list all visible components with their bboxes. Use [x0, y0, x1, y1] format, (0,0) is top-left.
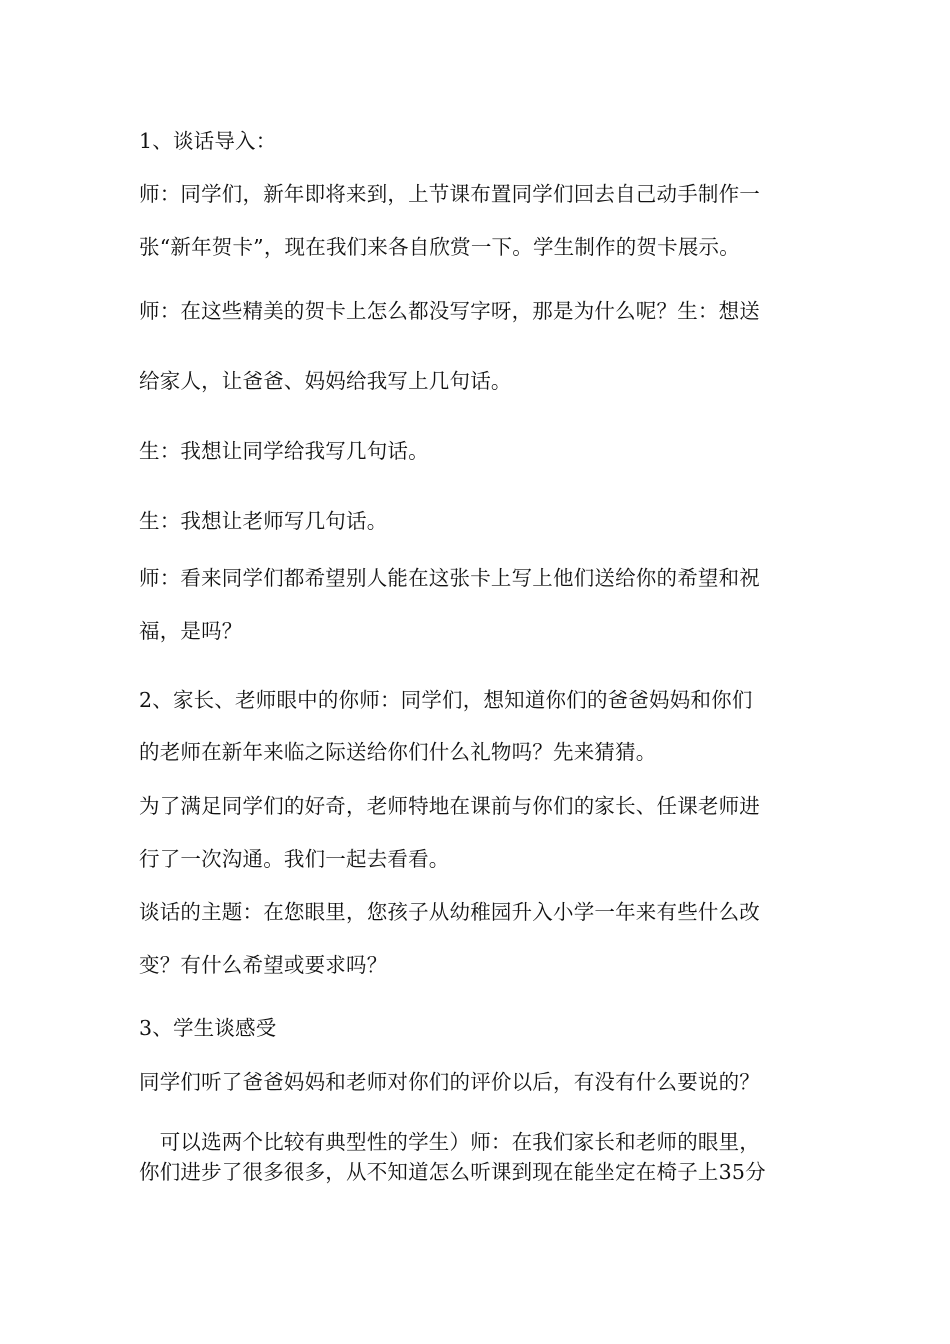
paragraph-line: 变？有什么希望或要求吗？ — [139, 953, 388, 977]
paragraph-line: 你们进步了很多很多，从不知道怎么听课到现在能坐定在椅子上35分 — [139, 1160, 766, 1184]
paragraph-line: 给家人，让爸爸、妈妈给我写上几句话。 — [139, 369, 512, 393]
paragraph-line: 行了一次沟通。我们一起去看看。 — [139, 847, 450, 871]
paragraph-line: 可以选两个比较有典型性的学生）师：在我们家长和老师的眼里， — [139, 1130, 760, 1154]
paragraph-line: 谈话的主题：在您眼里，您孩子从幼稚园升入小学一年来有些什么改 — [139, 900, 760, 924]
paragraph-line: 张“新年贺卡”，现在我们来各自欣赏一下。学生制作的贺卡展示。 — [139, 235, 740, 259]
paragraph-line: 师：在这些精美的贺卡上怎么都没写字呀，那是为什么呢？生：想送 — [139, 299, 760, 323]
paragraph-line: 师：看来同学们都希望别人能在这张卡上写上他们送给你的希望和祝 — [139, 566, 760, 590]
paragraph-line: 福，是吗？ — [139, 619, 243, 643]
paragraph-line: 的老师在新年来临之际送给你们什么礼物吗？先来猜猜。 — [139, 740, 657, 764]
section-heading-1: 1、谈话导入： — [139, 129, 277, 153]
paragraph-line: 生：我想让同学给我写几句话。 — [139, 439, 429, 463]
paragraph-line: 师：同学们，新年即将来到，上节课布置同学们回去自己动手制作一 — [139, 182, 760, 206]
paragraph-line: 为了满足同学们的好奇，老师特地在课前与你们的家长、任课老师进 — [139, 794, 760, 818]
section-heading-3: 3、学生谈感受 — [139, 1016, 277, 1040]
section-heading-2: 2、家长、老师眼中的你师：同学们，想知道你们的爸爸妈妈和你们 — [139, 688, 753, 712]
paragraph-line: 生：我想让老师写几句话。 — [139, 509, 388, 533]
paragraph-line: 同学们听了爸爸妈妈和老师对你们的评价以后，有没有什么要说的？ — [139, 1070, 760, 1094]
